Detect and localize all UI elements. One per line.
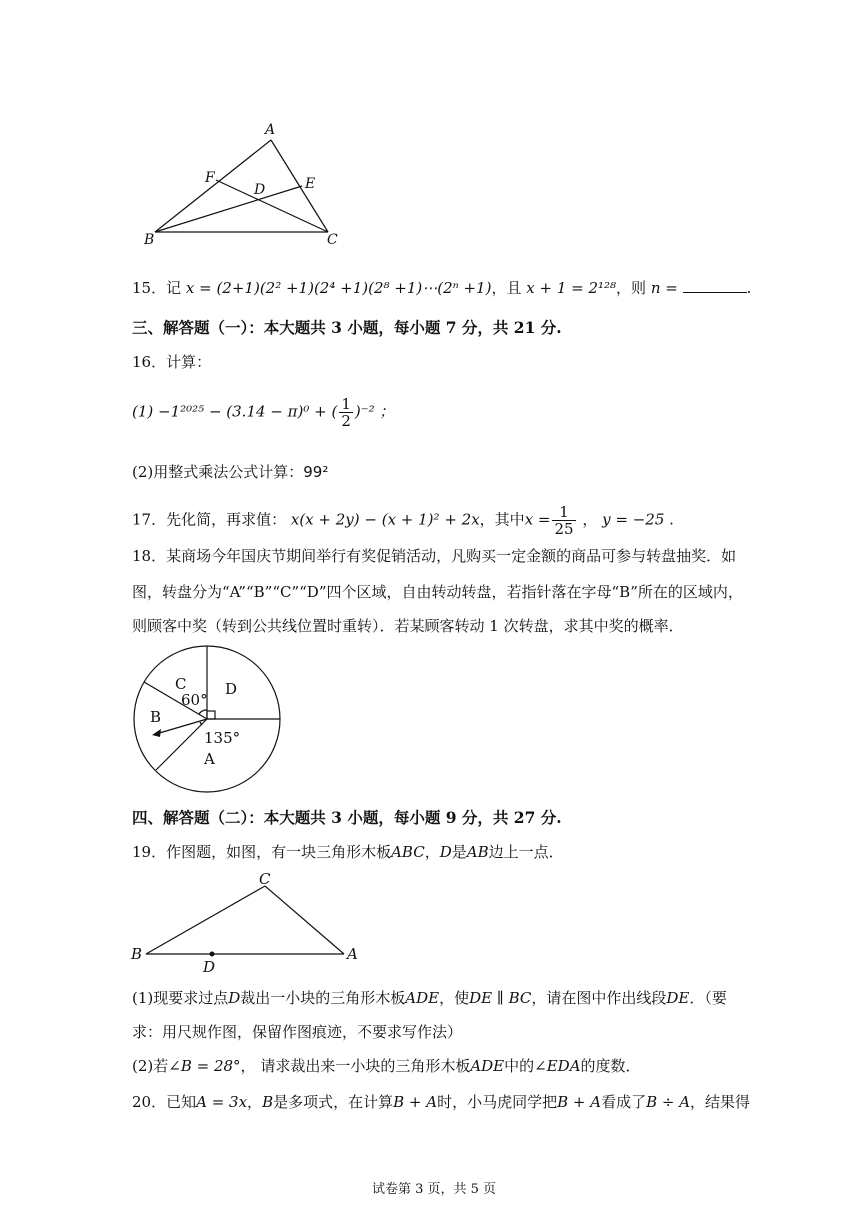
right-angle-mark: [207, 711, 215, 719]
q20-bda: B ÷ A: [646, 1093, 691, 1111]
q17-frac-den: 25: [554, 520, 574, 538]
q19-l1-mid: ，: [424, 843, 440, 861]
question-18-line-2: 图，转盘分为“A”“B”“C”“D”四个区域，自由转动转盘，若指针落在字母“B”所在的区域内，: [132, 583, 743, 601]
wheel-label-c: C: [175, 675, 187, 693]
q19-p2-d: 的度数．: [580, 1057, 641, 1075]
angle-135-label: 135°: [204, 729, 241, 747]
question-16-part-1: [132, 396, 394, 429]
q19-p1-a: (1)现要求过点: [132, 989, 229, 1007]
q16-frac-num: 1: [341, 395, 351, 413]
q19-p1-par: DE ∥ BC: [469, 989, 532, 1007]
q19-l1-ab: AB: [466, 843, 489, 861]
q19-p1-ade: ADE: [405, 989, 440, 1007]
q19-l1-pre: 19．作图题，如图，有一块三角形木板: [132, 843, 392, 861]
q20-d: 时，小马虎同学把: [437, 1093, 558, 1111]
label-e: E: [305, 176, 316, 192]
label-a: A: [265, 122, 276, 138]
question-18-line-3: 则顾客中奖（转到公共线位置时重转）．若某顾客转动 1 次转盘，求其中奖的概率．: [132, 617, 684, 635]
label-f: F: [205, 170, 215, 186]
q17-xeq: x =: [524, 510, 551, 529]
q19-p1-c: ，使: [439, 989, 470, 1007]
q15-condition: x + 1 = 2¹²⁸: [526, 279, 617, 297]
q20-f: ，结果得: [690, 1093, 751, 1111]
q17-expr: x(x + 2y) − (x + 1)² + 2x: [290, 510, 480, 529]
label-b: B: [144, 232, 155, 248]
q15-number: 15．: [132, 279, 167, 297]
q17-mid: ，其中: [479, 510, 525, 529]
q15-end: .: [746, 279, 752, 297]
q19-p2-a: (2)若: [132, 1057, 169, 1075]
fig19-label-a: A: [347, 945, 358, 963]
q19-l1-is: 是: [451, 843, 467, 861]
q20-a: 20．已知: [132, 1093, 197, 1111]
wheel-label-a: A: [204, 750, 215, 768]
section-4-heading: 四、解答题（二）：本大题共 3 小题，每小题 9 分，共 27 分.: [132, 808, 562, 827]
q17-yeq: y = −25: [602, 510, 665, 529]
segment-be: [155, 186, 302, 232]
q17-sep: ，: [582, 510, 598, 529]
question-16-part-2: [132, 462, 328, 482]
q19-p2-c: 中的: [504, 1057, 535, 1075]
q20-bb: B: [262, 1093, 274, 1111]
fig19-label-b: B: [131, 945, 143, 963]
spinner-wheel-figure: [130, 642, 286, 802]
page-footer: 试卷第 3 页，共 5 页: [371, 1182, 497, 1197]
q19-p1-d: D: [228, 989, 241, 1007]
question-19-part-1-line-2: 求：用尺规作图，保留作图痕迹，不要求写作法）: [132, 1023, 463, 1041]
angle-60-label: 60°: [181, 691, 208, 709]
fig19-label-d: D: [203, 958, 216, 976]
q19-p1-b: 裁出一小块的三角形木板: [240, 989, 406, 1007]
q19-p1-de: DE: [666, 989, 690, 1007]
triangle-figure-14: [140, 118, 350, 248]
triangle-figure-19: [128, 866, 368, 976]
q17-pre: 17．先化简，再求值：: [132, 510, 287, 529]
label-c: C: [327, 232, 338, 248]
question-15: [132, 278, 751, 298]
q17-end: .: [669, 510, 674, 529]
q17-fraction: [552, 504, 575, 537]
question-19-line-1: [132, 842, 564, 862]
q16-p2-expr: 99²: [303, 463, 329, 481]
question-19-part-1-line-1: [132, 988, 727, 1008]
question-16-title: 16．计算：: [132, 353, 212, 371]
wheel-label-b: B: [150, 708, 162, 726]
q19-p2-b: ， 请求裁出来一小块的三角形木板: [240, 1057, 471, 1075]
q20-b: ，: [247, 1093, 263, 1111]
q15-expression: x = (2+1)(2² +1)(2⁴ +1)(2⁸ +1)⋯(2ⁿ +1): [185, 279, 492, 297]
q19-l1-end: 边上一点．: [488, 843, 564, 861]
q16-frac-den: 2: [341, 412, 351, 430]
q19-p1-d2: ，请在图中作出线段: [531, 989, 667, 1007]
q16-fraction: [339, 396, 353, 429]
point-d: [210, 952, 215, 957]
q20-c: 是多项式，在计算: [273, 1093, 394, 1111]
q16-p2-text: (2)用整式乘法公式计算：: [132, 463, 304, 481]
q19-l1-d: D: [439, 843, 452, 861]
q15-ask: ，则: [616, 279, 647, 297]
q16-p1-post: )⁻² ；: [354, 402, 395, 421]
q15-variable: n =: [650, 279, 678, 297]
q17-frac-num: 1: [552, 504, 575, 521]
q16-p1-pre: (1) −1²⁰²⁵ − (3.14 − π)⁰ + (: [132, 402, 338, 421]
q19-p1-e: ．（要: [689, 989, 727, 1007]
q19-p2-ade: ADE: [470, 1057, 505, 1075]
q19-p2-angle: ∠B = 28°: [168, 1057, 241, 1075]
answer-blank[interactable]: [683, 278, 747, 293]
section-3-heading: 三、解答题（一）：本大题共 3 小题，每小题 7 分，共 21 分.: [132, 318, 562, 337]
fig19-label-c: C: [259, 870, 271, 888]
question-17: [132, 504, 674, 537]
segment-ca: [265, 886, 344, 954]
segment-bc: [146, 886, 265, 954]
q15-prefix: 记: [166, 279, 182, 297]
q19-l1-abc: ABC: [391, 843, 425, 861]
wheel-label-d: D: [225, 680, 238, 698]
q20-aeq: A = 3x: [196, 1093, 248, 1111]
q20-bpa2: B + A: [557, 1093, 602, 1111]
question-20: [132, 1092, 750, 1112]
q20-e: 看成了: [601, 1093, 647, 1111]
q15-mid: ，且: [491, 279, 522, 297]
arc-60: [199, 710, 207, 714]
question-19-part-2: [132, 1056, 641, 1076]
q19-p2-eda: ∠EDA: [534, 1057, 581, 1075]
label-d: D: [254, 182, 266, 198]
question-18-line-1: 18．某商场今年国庆节期间举行有奖促销活动，凡购买一定金额的商品可参与转盘抽奖．如: [132, 547, 737, 565]
q20-bpa: B + A: [393, 1093, 438, 1111]
pointer-arrowhead: [152, 729, 161, 737]
